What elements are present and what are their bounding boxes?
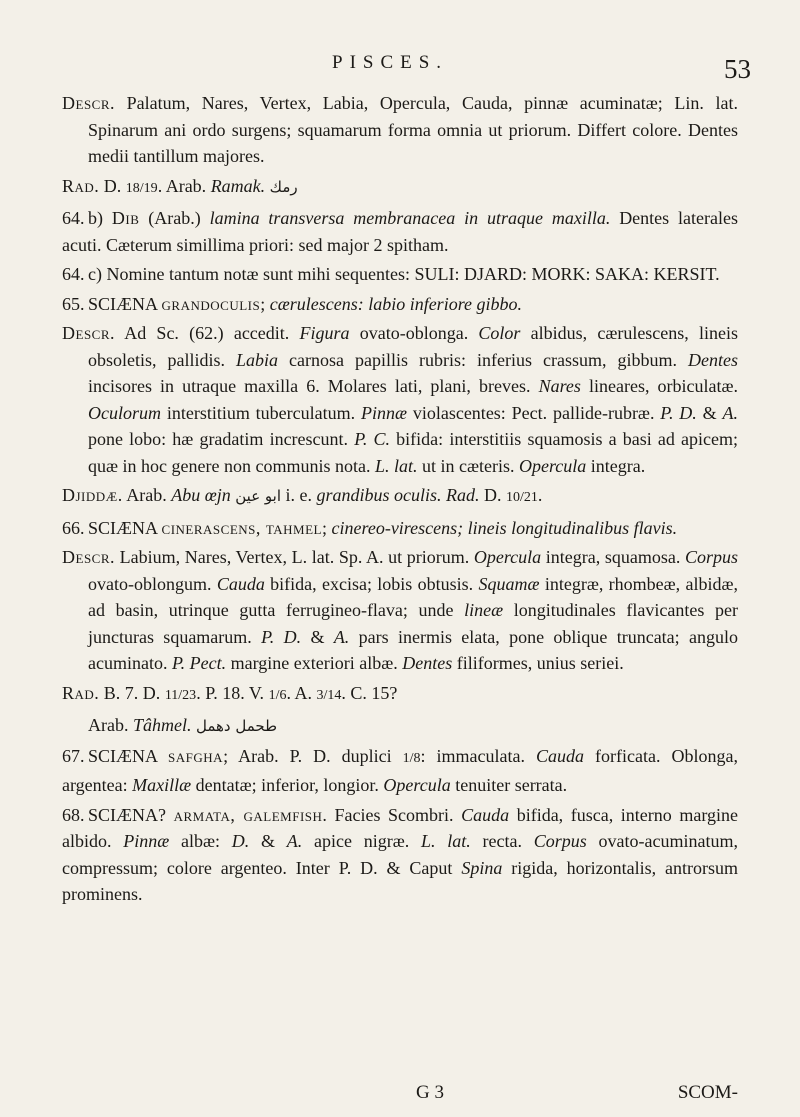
- text-run: 1/8: [402, 750, 421, 766]
- paragraph: [62, 544, 738, 677]
- text-run: D.: [479, 485, 507, 505]
- text-run: margine exteriori albæ.: [226, 653, 403, 673]
- text-run: D.: [99, 175, 126, 196]
- text-run: Dentes: [402, 653, 453, 673]
- text-run: ;: [322, 517, 332, 538]
- paragraph: [62, 90, 738, 170]
- text-run: pars inermis elata, pone oblique truncata; angulo acuminato.: [88, 626, 738, 673]
- entry-number: 66.: [62, 517, 85, 538]
- paragraph: [62, 173, 738, 203]
- text-run: violascentes: Pect. pallide-rubræ.: [407, 402, 661, 423]
- text-run: D.: [231, 831, 250, 851]
- text-run: bifida, excisa; lobis obtusis.: [264, 573, 479, 594]
- text-run: Dentes laterales acuti. Cæterum simillima priori: sed major 2 spitham.: [62, 208, 738, 255]
- page-number: 53: [724, 54, 751, 84]
- text-run: incisores in utraque maxilla 6. Molares lati, plani, breves.: [88, 376, 539, 396]
- text-run: apice nigræ.: [302, 831, 422, 851]
- paragraph: [62, 261, 738, 288]
- text-run: Arab.: [122, 485, 172, 505]
- text-run: . Facies Scombri.: [322, 804, 462, 825]
- paragraph: [62, 205, 738, 258]
- text-run: integra.: [586, 455, 646, 476]
- text-run: L. lat.: [421, 831, 471, 851]
- text-run: P. D.: [261, 626, 302, 647]
- text-run: Ad Sc. (62.) accedit.: [115, 323, 300, 343]
- text-run: P. C.: [354, 429, 391, 449]
- signature-mark: G 3: [416, 1082, 444, 1103]
- text-run: L. lat.: [374, 455, 418, 476]
- text-run: 3/14: [316, 687, 342, 703]
- text-run: ovato-oblonga.: [349, 323, 479, 343]
- text-run: . C. 15?: [341, 682, 398, 703]
- text-run: Maxillæ: [132, 775, 192, 795]
- text-run: Dentes: [688, 349, 738, 370]
- text-run: ; Arab. P. D. duplici: [223, 745, 403, 766]
- text-run: interstitium tuberculatum.: [161, 402, 361, 423]
- paragraph: [62, 712, 738, 740]
- text-run: Corpus: [684, 547, 738, 567]
- paragraph: [62, 680, 738, 710]
- entry-number: 65.: [62, 293, 85, 314]
- text-run: cinereo-virescens; lineis longitudinalibus flavis.: [331, 517, 678, 538]
- text-run: Color: [478, 323, 521, 343]
- text-run: Descr.: [62, 93, 116, 113]
- text-run: armata, galemfish: [173, 804, 323, 825]
- text-run: Arab.: [88, 715, 133, 735]
- text-run: Abu œjn: [171, 485, 231, 505]
- text-run: P. D.: [660, 402, 697, 423]
- text-run: SCIÆNA: [88, 517, 162, 538]
- paragraph: [62, 743, 738, 799]
- text-run: lamina transversa membranacea in utraque maxilla.: [209, 208, 611, 228]
- text-run: grandoculis: [161, 293, 261, 314]
- page-footer: [62, 1082, 738, 1110]
- catchword: SCOM-: [677, 1082, 738, 1103]
- text-run: Opercula: [473, 547, 542, 567]
- text-run: albidus, cærulescens, lineis obsoletis, pallidis.: [88, 323, 738, 370]
- text-run: dentatæ; inferior, longior.: [191, 775, 384, 795]
- text-run: Descr.: [62, 547, 116, 567]
- text-run: ovato-acuminatum, compressum; colore argenteo. Inter P. D. & Caput: [62, 831, 738, 878]
- paragraph: [62, 515, 738, 542]
- page-header: [0, 52, 800, 92]
- text-run: bifida: interstitiis squamosis a basi ad apicem; quæ in hoc genere non communis nota.: [88, 429, 739, 476]
- paragraph: [62, 482, 738, 512]
- text-run: Dib: [111, 208, 140, 228]
- text-run: recta.: [470, 831, 534, 851]
- text-run: (Arab.): [139, 208, 210, 228]
- entry-number: 67.: [62, 745, 85, 766]
- text-run: Spina: [461, 857, 503, 878]
- paragraph: [62, 291, 738, 318]
- text-run: . A.: [286, 682, 317, 703]
- text-run: &: [696, 402, 723, 423]
- text-run: Cauda: [536, 745, 585, 766]
- text-run: longitudinales flavicantes per juncturas squamarum.: [88, 600, 738, 647]
- text-run: Djiddæ.: [62, 485, 123, 505]
- text-run: Pinnæ: [360, 402, 407, 423]
- text-run: integræ, rhombeæ, albidæ, ad basin, utrinque gutta ferrugineo-flava; unde: [88, 573, 738, 620]
- text-run: lineæ: [464, 600, 504, 620]
- text-run: albæ:: [169, 831, 232, 851]
- text-run: SCIÆNA?: [88, 804, 174, 825]
- text-run: 11/23: [164, 687, 197, 703]
- text-run: cinerascens, tahmel: [161, 517, 322, 538]
- text-run: Nares: [538, 376, 581, 396]
- arabic-text: ابو عين: [235, 487, 282, 505]
- text-run: lineares, orbiculatæ.: [580, 376, 739, 396]
- text-run: 1/6: [268, 687, 287, 703]
- text-run: grandibus oculis.: [316, 485, 442, 505]
- text-run: Opercula: [518, 455, 587, 476]
- text-run: ut in cæteris.: [417, 455, 519, 476]
- text-run: Corpus: [533, 831, 587, 851]
- text-run: filiformes, unius seriei.: [452, 653, 624, 673]
- text-run: &: [249, 831, 287, 851]
- text-run: A.: [286, 831, 303, 851]
- text-run: Rad.: [62, 175, 100, 196]
- text-run: 10/21: [506, 490, 538, 505]
- text-run: bifida, fusca, interno margine albido.: [62, 804, 739, 851]
- text-run: rigida, horizontalis, antrorsum prominens.: [62, 857, 739, 904]
- text-run: &: [301, 626, 334, 647]
- text-run: Oculorum: [88, 402, 161, 423]
- text-run: integra, squamosa.: [541, 547, 685, 567]
- text-run: Pinnæ: [123, 831, 170, 851]
- entry-number: 64.: [62, 264, 85, 284]
- text-run: .: [537, 485, 543, 505]
- text-run: 18/19: [125, 180, 158, 196]
- text-run: : immaculata.: [420, 745, 537, 766]
- text-run: A.: [722, 402, 738, 423]
- text-run: ;: [260, 293, 270, 314]
- text-run: Palatum, Nares, Vertex, Labia, Opercula, Cauda, pinnæ acuminatæ; Lin. lat. Spinarum ani ordo surgens; squamarum forma omnia ut priorum. Differt colore. Dentes medii tantillum majores.: [88, 93, 738, 166]
- text-run: Rad.: [62, 682, 100, 703]
- text-run: Figura: [299, 323, 350, 343]
- page-body: [62, 90, 738, 911]
- text-run: . P. 18. V.: [196, 682, 269, 703]
- text-run: safgha: [168, 745, 224, 766]
- text-run: pone lobo: hæ gradatim increscunt.: [88, 429, 355, 449]
- text-run: B. 7. D.: [99, 682, 165, 703]
- text-run: Rad.: [446, 485, 480, 505]
- text-run: . Arab.: [157, 175, 211, 196]
- text-run: SCIÆNA: [88, 745, 169, 766]
- text-run: SCIÆNA: [88, 293, 162, 314]
- text-run: P. Pect.: [171, 653, 227, 673]
- arabic-text: طحمل دهمل: [195, 717, 278, 735]
- text-run: Squamæ: [478, 573, 540, 594]
- text-run: c) Nomine tantum notæ sunt mihi sequentes: SULI: DJARD: MORK: SAKA: KERSIT.: [88, 264, 720, 284]
- text-run: Opercula: [383, 775, 451, 795]
- text-run: Cauda: [461, 804, 510, 825]
- text-run: Descr.: [62, 323, 116, 343]
- paragraph: [62, 320, 738, 479]
- entry-number: 68.: [62, 804, 85, 825]
- arabic-text: رمك: [269, 177, 298, 196]
- text-run: b): [88, 208, 112, 228]
- text-run: Cauda: [216, 573, 265, 594]
- text-run: A.: [333, 626, 350, 647]
- paragraph: [62, 802, 738, 908]
- entry-number: 64.: [62, 208, 85, 228]
- text-run: Labia: [236, 349, 279, 370]
- text-run: forficata. Oblonga, argentea:: [62, 745, 738, 795]
- text-run: cærulescens: labio inferiore gibbo.: [269, 293, 523, 314]
- text-run: i. e.: [281, 485, 317, 505]
- text-run: Ramak.: [210, 175, 266, 196]
- text-run: Labium, Nares, Vertex, L. lat. Sp. A. ut priorum.: [115, 547, 474, 567]
- text-run: ovato-oblongum.: [88, 573, 217, 594]
- running-head: PISCES.: [332, 52, 449, 73]
- text-run: tenuiter serrata.: [450, 775, 568, 795]
- text-run: Tâhmel.: [132, 715, 192, 735]
- text-run: carnosa papillis rubris: inferius crassum, gibbum.: [278, 349, 689, 370]
